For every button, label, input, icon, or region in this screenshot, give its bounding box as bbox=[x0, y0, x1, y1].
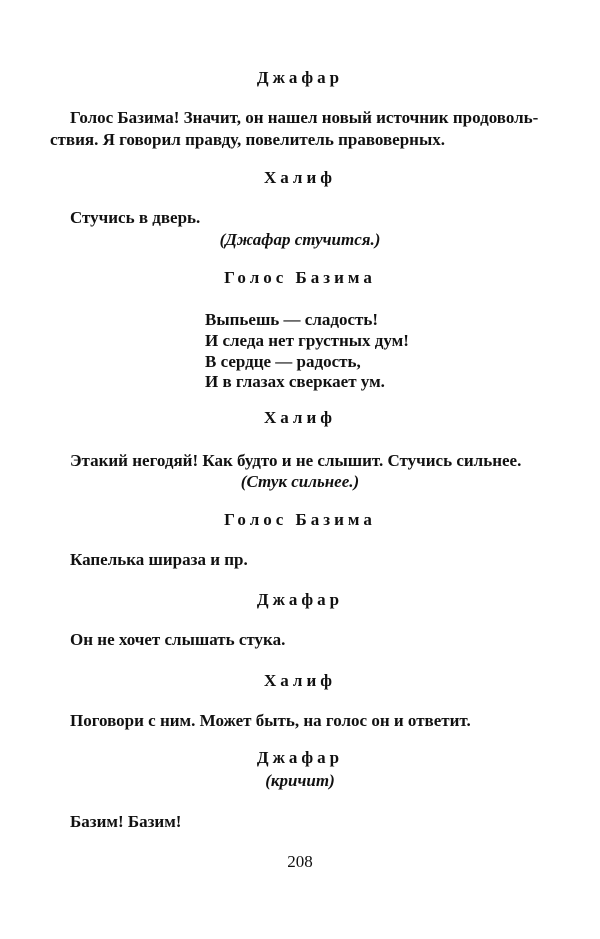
verse-line: Выпьешь — сладость! bbox=[205, 310, 379, 329]
dialogue-line: Стучись в дверь. bbox=[70, 208, 201, 227]
dialogue-line: Базим! Базим! bbox=[70, 812, 182, 831]
verse-line: И следа нет грустных дум! bbox=[205, 331, 409, 350]
speaker-name: Джафар bbox=[256, 590, 344, 609]
dialogue-line: Поговори с ним. Может быть, на голос он и ответит. bbox=[70, 711, 471, 730]
speaker-name: Халиф bbox=[263, 168, 337, 187]
speaker-name: Голос Базима bbox=[224, 510, 376, 529]
dialogue-line: Капелька шираза и пр. bbox=[70, 550, 248, 569]
verse-line: И в глазах сверкает ум. bbox=[205, 372, 385, 391]
speaker-name: Халиф bbox=[263, 671, 337, 690]
verse-line: В сердце — радость, bbox=[205, 352, 361, 371]
dialogue-line: Этакий негодяй! Как будто и не слышит. Стучись сильнее. bbox=[70, 451, 522, 470]
speaker-name: Джафар bbox=[256, 68, 344, 87]
dialogue-line: Голос Базима! Значит, он нашел новый источник продоволь- bbox=[70, 108, 539, 127]
dialogue-line: ствия. Я говорил правду, повелитель правоверных. bbox=[50, 130, 445, 149]
dialogue-line: Он не хочет слышать стука. bbox=[70, 630, 286, 649]
stage-direction: (Джафар стучится.) bbox=[219, 230, 381, 249]
speaker-name: Джафар bbox=[256, 748, 344, 767]
speaker-name: Халиф bbox=[263, 408, 337, 427]
stage-direction: (Стук сильнее.) bbox=[240, 472, 360, 491]
speaker-name: Голос Базима bbox=[224, 268, 376, 287]
stage-direction: (кричит) bbox=[265, 771, 335, 790]
page-number: 208 bbox=[287, 852, 313, 871]
